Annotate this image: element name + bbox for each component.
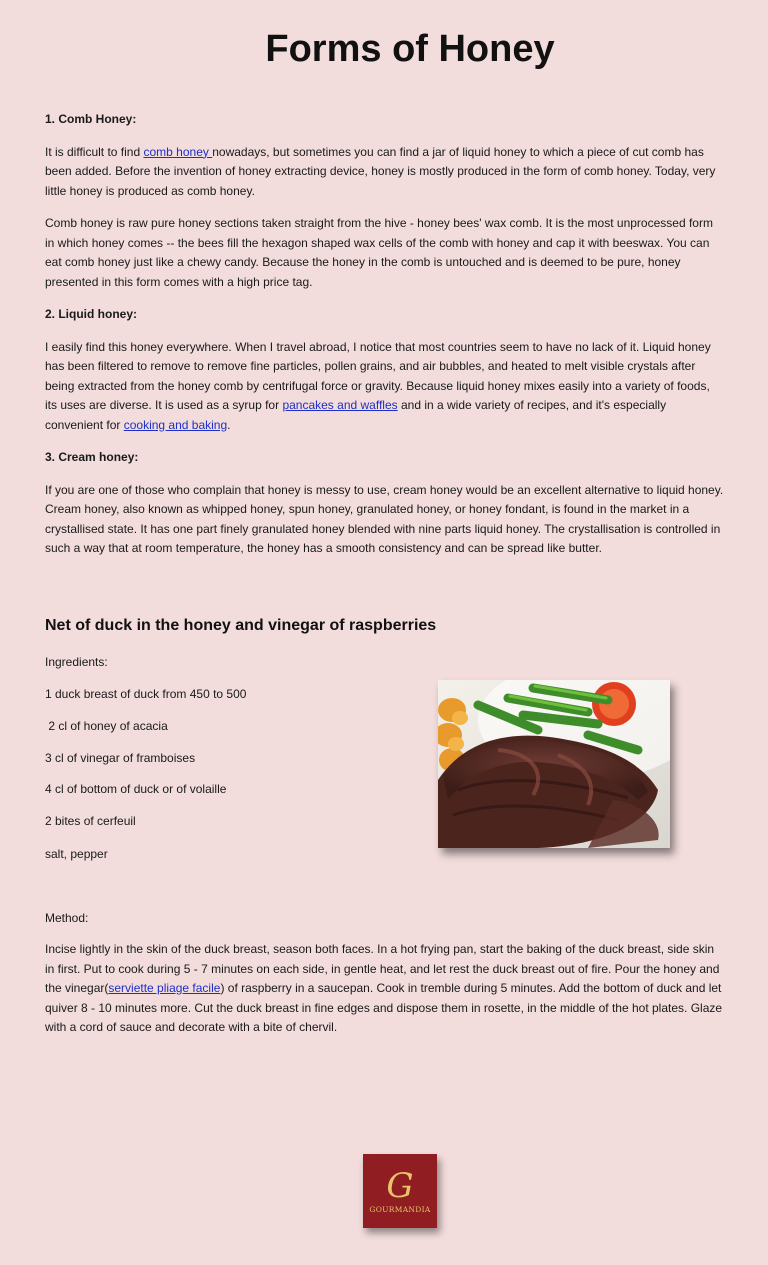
text: ) of raspberry in a saucepan. Cook in tremble during 5 minutes. Add the bottom of duck and let quiver 8 - 10 minutes more. Cut the duck breast in fine edges and dispose them in rosette, in the middle of the hot plates. Glaze with a cord of sauce and decorate with a bite of chervil. <box>45 981 723 1034</box>
recipe-title: Net of duck in the honey and vinegar of raspberries <box>45 617 437 634</box>
duck-dish-photo <box>438 680 670 848</box>
ingredient-item: 3 cl of vinegar of framboises <box>45 751 196 765</box>
serviette-link[interactable]: serviette pliage facile <box>108 981 221 995</box>
pancakes-waffles-link[interactable]: pancakes and waffles <box>282 398 398 412</box>
cream-honey-heading: 3. Cream honey: <box>45 450 139 464</box>
text: and in a wide variety of recipes, and it's especially convenient for <box>45 398 667 432</box>
ingredient-item: salt, pepper <box>45 847 108 861</box>
text: nowadays, but sometimes you can find a jar of liquid honey to which a piece of cut comb has been added. Before the invention of honey extracting device, honey is mostly produced in the form of comb honey. Today, very little honey is produced as comb honey. <box>45 144 716 198</box>
page-title: Forms of Honey <box>265 28 555 70</box>
comb-honey-heading: 1. Comb Honey: <box>45 112 137 126</box>
ingredient-item: 1 duck breast of duck from 450 to 500 <box>45 687 247 701</box>
comb-honey-paragraph-1 <box>45 143 725 202</box>
method-paragraph <box>45 940 725 1038</box>
honey-sections <box>45 110 725 572</box>
comb-honey-paragraph-2: Comb honey is raw pure honey sections taken straight from the hive - honey bees' wax comb. It is the most unprocessed form in which honey comes -- the bees fill the hexagon shaped wax cells of the comb with honey and cap it with beeswax. You can eat comb honey just like a chewy candy. Because the honey in the comb is untouched and is deemed to be pure, honey presented in this form comes with a high price tag. <box>45 216 713 289</box>
ingredient-item: 4 cl of bottom of duck or of volaille <box>45 782 227 796</box>
gourmandia-logo[interactable] <box>363 1154 437 1228</box>
cream-honey-paragraph: If you are one of those who complain that honey is messy to use, cream honey would be an excellent alternative to liquid honey. Cream honey, also known as whipped honey, spun honey, granulated honey, or honey fondant, is found in the market in a crystallised state. It has one part finely granulated honey blended with nine parts liquid honey. The crystallisation is controlled in such a way that at room temperature, the honey has a smooth consistency and can be spread like butter. <box>45 482 724 555</box>
text: I easily find this honey everywhere. When I travel abroad, I notice that most countries seem to have no lack of it. Liquid honey has been filtered to remove to remove fine particles, pollen grains, and air bubbles, and heated to melt visible crystals after being extracted from the honey comb by centrifugal force or gravity. Because liquid honey mixes easily into a variety of foods, its uses are diverse. It is used as a syrup for <box>45 339 711 412</box>
ingredients-label: Ingredients: <box>45 655 108 669</box>
text: Incise lightly in the skin of the duck breast, season both faces. In a hot frying pan, start the baking of the duck breast, side skin in first. Put to cook during 5 - 7 minutes on each side, in gentle heat, and let rest the duck breast out of fire. Pour the honey and the vinegar( <box>45 942 720 995</box>
ingredient-item: 2 bites of cerfeuil <box>45 814 136 828</box>
liquid-honey-heading: 2. Liquid honey: <box>45 307 137 321</box>
logo-letter: G <box>386 1165 414 1206</box>
comb-honey-link[interactable]: comb honey <box>143 144 213 159</box>
ingredient-item: 2 cl of honey of acacia <box>45 719 168 733</box>
text: It is difficult to find <box>45 144 144 159</box>
logo-name: GOURMANDIA <box>369 1204 431 1214</box>
cooking-baking-link[interactable]: cooking and baking <box>123 417 228 432</box>
method-label: Method: <box>45 911 89 925</box>
liquid-honey-paragraph <box>45 338 725 436</box>
text: . <box>227 417 231 432</box>
